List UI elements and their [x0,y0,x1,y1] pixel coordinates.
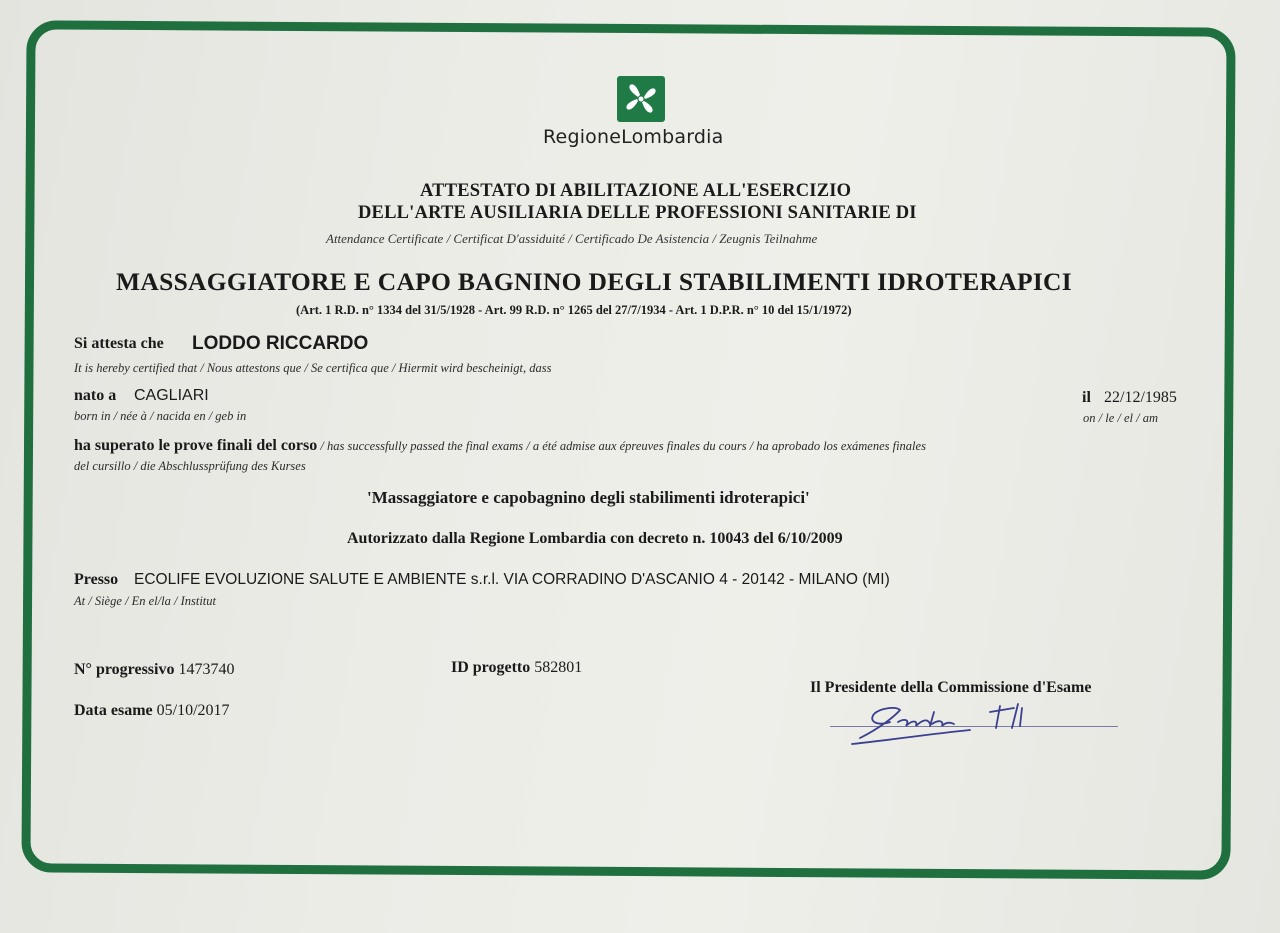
lombardia-logo-icon [617,76,665,122]
passed-line [74,437,926,455]
passed-translation-1: / has successfully passed the final exams / a été admise aux épreuves finales du cours / ha aprobado los exámenes finales [317,439,926,453]
heading-line-1: ATTESTATO DI ABILITAZIONE ALL'ESERCIZIO [420,181,852,201]
institute-translation: At / Siège / En el/la / Institut [74,594,216,608]
born-label: nato a [74,387,117,404]
legal-references: (Art. 1 R.D. n° 1334 del 31/5/1928 - Art. 99 R.D. n° 1265 del 27/7/1934 - Art. 1 D.P.R. n° 10 del 15/1/1972) [296,303,852,317]
institute-label: Presso [74,571,119,588]
progressive-label: N° progressivo [74,661,175,678]
progressive-number [74,661,234,679]
exam-date [74,702,230,720]
passed-label: ha superato le prove finali del corso [74,437,318,454]
authorization-decree: Autorizzato dalla Regione Lombardia con decreto n. 10043 del 6/10/2009 [347,530,843,547]
birth-date-label: il [1082,389,1091,406]
birth-date-value: 22/12/1985 [1104,389,1177,406]
project-label: ID progetto [451,659,531,676]
course-title: 'Massaggiatore e capobagnino degli stabilimenti idroterapici' [367,488,810,507]
handwritten-signature [850,698,1080,750]
passed-translation-2: del cursillo / die Abschlussprüfung des Kurses [74,459,306,473]
heading-line-2: DELL'ARTE AUSILIARIA DELLE PROFESSIONI SANITARIE DI [358,203,917,223]
born-translation: born in / née à / nacida en / geb in [74,409,247,423]
institute-value: ECOLIFE EVOLUZIONE SALUTE E AMBIENTE s.r.l. VIA CORRADINO D'ASCANIO 4 - 20142 - MILANO (MI) [134,571,890,588]
progressive-value: 1473740 [178,661,235,678]
heading-translations: Attendance Certificate / Certificat D'assiduité / Certificado De Asistencia / Zeugnis Teilnahme [326,231,818,246]
profession-title: MASSAGGIATORE E CAPO BAGNINO DEGLI STABILIMENTI IDROTERAPICI [116,267,1072,296]
holder-name: LODDO RICCARDO [192,333,369,354]
project-id [451,659,582,677]
birth-date-translation: on / le / el / am [1083,411,1158,425]
certify-translation: It is hereby certified that / Nous attestons que / Se certifica que / Hiermit wird bescheinigt, dass [74,361,552,375]
signature-title: Il Presidente della Commissione d'Esame [810,679,1092,696]
exam-date-value: 05/10/2017 [156,702,230,719]
exam-date-label: Data esame [74,702,153,719]
issuer-logo-text: RegioneLombardia [543,126,724,148]
certify-label: Si attesta che [74,335,164,352]
project-value: 582801 [534,659,583,676]
birthplace-value: CAGLIARI [134,387,209,404]
